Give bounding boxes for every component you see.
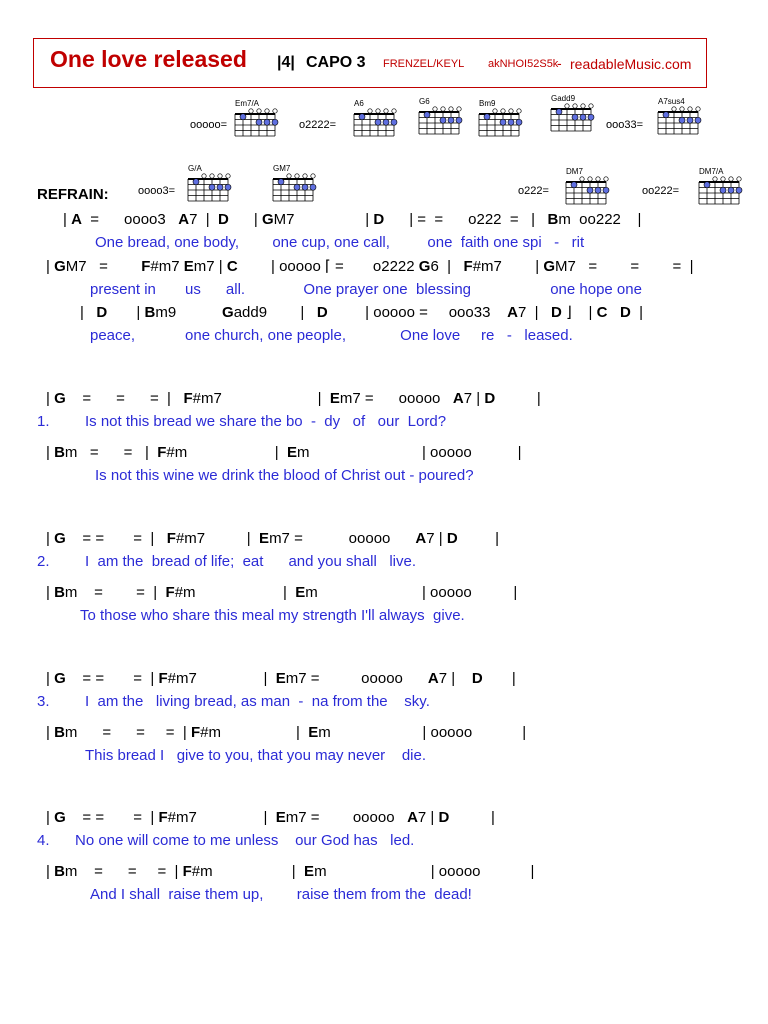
refrain-label: REFRAIN: (37, 186, 109, 203)
row1-diagram-grid-0 (233, 108, 281, 138)
refrain-lyrics-1: One bread, one body, one cup, one call, one faith one spi - rit (95, 234, 585, 251)
row2-diagram-label-0: G/A (188, 164, 202, 173)
video-code: akNHOI52S5k (488, 58, 559, 70)
row2-diagram-grid-2 (564, 176, 612, 206)
time-signature: |4| (277, 54, 295, 71)
row1-diagram-label-1: A6 (354, 99, 364, 108)
verse2-chords-2: | Bm = = | F#m | Em | ooooo | (46, 584, 518, 601)
row2-diagram-grid-3 (697, 176, 745, 206)
song-title: One love released (50, 46, 247, 72)
diagram-text-2: o2222= (299, 119, 337, 131)
row1-diagram-grid-2 (417, 106, 465, 136)
row1-diagram-grid-1 (352, 108, 400, 138)
row1-diagram-label-3: Bm9 (479, 99, 496, 108)
refrain-lyrics-2: present in us all. One prayer one blessing one hope one (90, 281, 642, 298)
diagram-text-4: oooo3= (138, 185, 176, 197)
verse3-lyrics-1: I am the living bread, as man - na from the sky. (85, 693, 430, 710)
verse1-chords-2: | Bm = = | F#m | Em | ooooo | (46, 444, 522, 461)
diagram-text-1: ooooo= (190, 119, 228, 131)
diagram-text-6: oo222= (642, 185, 680, 197)
verse4-chords-1: | G = = = | F#m7 | Em7 = ooooo A7 | D | (46, 809, 495, 826)
row2-diagram-label-2: DM7 (566, 167, 583, 176)
verse2-lyrics-1: I am the bread of life; eat and you shall live. (85, 553, 417, 570)
refrain-lyrics-3: peace, one church, one people, One love re - leased. (90, 327, 573, 344)
diagram-text-3: ooo33= (606, 119, 644, 131)
verse3-chords-1: | G = = = | F#m7 | Em7 = ooooo A7 | D | (46, 670, 516, 687)
verse3-number: 3. (37, 693, 50, 710)
verse3-lyrics-2: This bread I give to you, that you may never die. (85, 747, 427, 764)
row2-diagram-grid-0 (186, 173, 234, 203)
row2-diagram-grid-1 (271, 173, 319, 203)
authors: FRENZEL/KEYL (383, 58, 465, 70)
verse4-chords-2: | Bm = = = | F#m | Em | ooooo | (46, 863, 535, 880)
verse1-number: 1. (37, 413, 50, 430)
refrain-chords-2: | GM7 = F#m7 Em7 | C | ooooo ⌈ = o2222 G6 | F#m7 | GM7 = = = | (46, 258, 694, 275)
diagram-text-5: o222= (518, 185, 549, 197)
row1-diagram-label-5: A7sus4 (658, 97, 685, 106)
row1-diagram-grid-5 (656, 106, 704, 136)
row1-diagram-label-4: Gadd9 (551, 94, 576, 103)
site-link[interactable]: readableMusic.com (570, 56, 692, 72)
verse1-lyrics-2: Is not this wine we drink the blood of Christ out - poured? (95, 467, 474, 484)
verse3-chords-2: | Bm = = = | F#m | Em | ooooo | (46, 724, 527, 741)
row1-diagram-grid-4 (549, 103, 597, 133)
verse4-lyrics-1: No one will come to me unless our God has led. (75, 832, 415, 849)
verse4-lyrics-2: And I shall raise them up, raise them from the dead! (90, 886, 472, 903)
verse2-number: 2. (37, 553, 50, 570)
verse2-chords-1: | G = = = | F#m7 | Em7 = ooooo A7 | D | (46, 530, 500, 547)
row1-diagram-grid-3 (477, 108, 525, 138)
capo-label: CAPO 3 (306, 54, 366, 71)
verse1-chords-1: | G = = = | F#m7 | Em7 = ooooo A7 | D | (46, 390, 541, 407)
row2-diagram-label-3: DM7/A (699, 167, 724, 176)
row1-diagram-label-0: Em7/A (235, 99, 260, 108)
separator: - (557, 55, 562, 71)
row2-diagram-label-1: GM7 (273, 164, 291, 173)
refrain-chords-3: | D | Bm9 Gadd9 | D | ooooo = ooo33 A7 | D ⌋ | C D | (80, 304, 644, 321)
refrain-chords-1: | A = oooo3 A7 | D | GM7 | D | = = o222 = | Bm oo222 | (63, 211, 642, 228)
row1-diagram-label-2: G6 (419, 97, 430, 106)
verse4-number: 4. (37, 832, 50, 849)
verse1-lyrics-1: Is not this bread we share the bo - dy of our Lord? (85, 413, 447, 430)
verse2-lyrics-2: To those who share this meal my strength I'll always give. (80, 607, 465, 624)
